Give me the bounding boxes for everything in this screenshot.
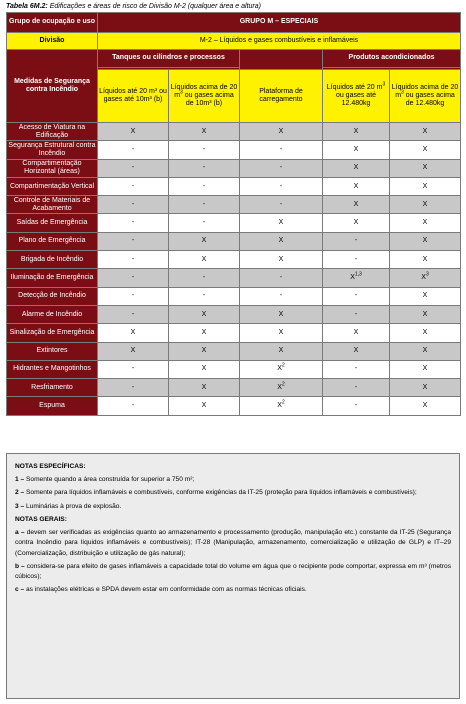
measure-label: Detecção de Incêndio [7, 287, 98, 305]
table-row [7, 342, 461, 360]
table-row [7, 397, 461, 415]
requirement-cell: - [169, 196, 240, 214]
requirement-cell: - [98, 232, 169, 250]
measure-label: Acesso de Viatura na Edificação [7, 123, 98, 141]
requirement-cell: - [98, 159, 169, 177]
requirement-cell: - [323, 360, 390, 378]
group-value: GRUPO M – ESPECIAIS [98, 13, 461, 33]
requirement-cell: X [169, 232, 240, 250]
requirement-cell: - [240, 177, 323, 195]
general-note-c: c – as instalações elétricas e SPDA devem estar em conformidade com as normas técnicas oficiais. [15, 586, 307, 594]
measure-label: Brigada de Incêndio [7, 251, 98, 269]
requirement-cell: X [323, 324, 390, 342]
table-row [7, 360, 461, 378]
requirement-cell: - [323, 305, 390, 323]
measure-label: Hidrantes e Mangotinhos [7, 360, 98, 378]
requirement-cell: X [240, 251, 323, 269]
measure-label: Compartimentação Horizontal (áreas) [7, 159, 98, 177]
requirement-cell: X [323, 159, 390, 177]
requirement-cell: - [98, 287, 169, 305]
specific-note-2: 2 – Somente para líquidos inflamáveis e combustíveis, conforme exigências da IT-25 (proteção para líquidos inflamáveis e combustíveis); [15, 489, 417, 497]
requirement-cell: X [240, 324, 323, 342]
measure-label: Resfriamento [7, 379, 98, 397]
specific-note-1: 1 – Somente quando a área construída for superior a 750 m²; [15, 476, 195, 484]
requirement-cell: - [323, 232, 390, 250]
requirement-cell: X [390, 360, 461, 378]
requirement-cell: - [169, 269, 240, 287]
requirement-cell: X [390, 324, 461, 342]
subheader-tanks-large: Líquidos acima de 20 $m^3$ ou gases acima de 10m³ (b) [169, 70, 240, 123]
measure-label: Controle de Materiais de Acabamento [7, 196, 98, 214]
table-row [7, 251, 461, 269]
requirement-cell: X [98, 324, 169, 342]
requirement-cell: X [390, 251, 461, 269]
caption-prefix: Tabela 6M.2: [6, 3, 48, 10]
table-row [7, 214, 461, 232]
requirement-cell: - [169, 141, 240, 159]
requirement-cell: X [240, 123, 323, 141]
requirement-cell: X [390, 123, 461, 141]
subheader-tanks-small: Líquidos até 20 m³ ou gases até 10m³ (b) [98, 70, 169, 123]
requirement-cell: - [98, 141, 169, 159]
requirement-cell: - [169, 159, 240, 177]
category-row [7, 50, 461, 68]
table-row [7, 379, 461, 397]
requirement-cell: X$^{1,3}$ [323, 269, 390, 287]
division-value: M-2 – Líquidos e gases combustíveis e inflamáveis [98, 33, 461, 50]
subheader-products-large: Líquidos acima de 20 $m^3$ ou gases acima de 12.480kg [390, 70, 461, 123]
requirement-cell: X [390, 397, 461, 415]
requirement-cell: X [390, 305, 461, 323]
requirement-cell: X [323, 214, 390, 232]
requirement-cell: X [390, 159, 461, 177]
requirement-cell: - [323, 379, 390, 397]
specific-note-3: 3 – Luminárias à prova de explosão. [15, 502, 122, 510]
tanks-header: Tanques ou cilindros e processos [98, 50, 240, 68]
requirement-cell: - [240, 141, 323, 159]
table-row [7, 177, 461, 195]
requirement-cell: - [169, 177, 240, 195]
measure-label: Segurança Estrutural contra Incêndio [7, 141, 98, 159]
requirement-cell: X [240, 232, 323, 250]
requirement-cell: X [323, 342, 390, 360]
requirement-cell: - [98, 269, 169, 287]
requirement-cell: - [98, 196, 169, 214]
requirement-cell: - [98, 251, 169, 269]
requirement-cell: X [390, 232, 461, 250]
requirement-cell: X [240, 305, 323, 323]
requirement-cell: X [390, 379, 461, 397]
division-label: Divisão [7, 33, 98, 50]
notes-section [6, 453, 460, 699]
requirement-cell: - [240, 196, 323, 214]
requirement-cell: X [240, 214, 323, 232]
requirement-cell: X [169, 360, 240, 378]
requirement-cell: X [169, 305, 240, 323]
requirement-cell: X [169, 123, 240, 141]
requirement-cell: - [98, 360, 169, 378]
requirement-cell: X [390, 177, 461, 195]
requirement-cell: X [169, 324, 240, 342]
requirement-cell: $X^3$ [390, 269, 461, 287]
requirement-cell: X [390, 342, 461, 360]
measure-label: Iluminação de Emergência [7, 269, 98, 287]
subheader-platform: Plataforma de carregamento [240, 70, 323, 123]
requirement-cell: - [98, 397, 169, 415]
measure-label: Extintores [7, 342, 98, 360]
specific-notes-title: NOTAS ESPECÍFICAS: [15, 463, 86, 470]
subheader-products-small: Líquidos até 20 $m^3$ ou gases até 12.480kg [323, 70, 390, 123]
table-caption [6, 3, 261, 10]
table-row [7, 232, 461, 250]
table-row [7, 269, 461, 287]
measure-label: Plano de Emergência [7, 232, 98, 250]
requirement-cell: $X^2$ [240, 397, 323, 415]
requirement-cell: X [169, 397, 240, 415]
requirement-cell: $X^2$ [240, 379, 323, 397]
requirement-cell: - [240, 159, 323, 177]
requirement-cell: $X^2$ [240, 360, 323, 378]
table-row [7, 196, 461, 214]
requirement-cell: X [169, 379, 240, 397]
requirement-cell: - [323, 397, 390, 415]
general-note-a: a – devem ser verificadas as exigências quanto ao armazenamento e processamento (produção, manipulação etc.) constante da IT-25 (Segurança contra Incêndio para líquidos inflamáveis e combustíveis); IT-28 (Manipulação, armazenamento, comercialização e utilização de GLP) e IT–29 (Comercialização, distribuição e utilização de gás natural); [15, 529, 452, 557]
group-row [7, 13, 461, 33]
requirement-cell: X [390, 196, 461, 214]
caption-text: Edificações e áreas de risco de Divisão M-2 (qualquer área e altura) [47, 3, 261, 10]
requirement-cell: - [98, 379, 169, 397]
measure-label: Compartimentação Vertical [7, 177, 98, 195]
measures-header: Medidas de Segurança contra Incêndio [7, 50, 98, 123]
platform-header-blank [240, 50, 323, 70]
requirement-cell: X [323, 177, 390, 195]
group-label: Grupo de ocupação e uso [7, 13, 98, 33]
requirement-cell: X [390, 287, 461, 305]
requirement-cell: X [169, 251, 240, 269]
requirement-cell: X [390, 141, 461, 159]
table-row [7, 141, 461, 159]
table-row [7, 305, 461, 323]
requirement-cell: X [390, 214, 461, 232]
general-note-b: b – considera-se para efeito de gases inflamáveis a capacidade total do volume em água que o recipiente pode comportar, expressa em m³ (metros cúbicos); [15, 562, 451, 580]
measure-label: Saídas de Emergência [7, 214, 98, 232]
division-row [7, 33, 461, 50]
measure-label: Espuma [7, 397, 98, 415]
products-header: Produtos acondicionados [323, 50, 461, 68]
requirement-cell: - [240, 269, 323, 287]
requirement-cell: - [98, 214, 169, 232]
measure-label: Sinalização de Emergência [7, 324, 98, 342]
requirement-cell: - [323, 251, 390, 269]
requirement-cell: X [323, 141, 390, 159]
requirement-cell: - [240, 287, 323, 305]
requirement-cell: X [240, 342, 323, 360]
requirement-cell: X [323, 196, 390, 214]
measure-label: Alarme de Incêndio [7, 305, 98, 323]
requirements-table [6, 12, 461, 416]
requirement-cell: - [98, 305, 169, 323]
table-row [7, 287, 461, 305]
table-row [7, 159, 461, 177]
requirement-cell: - [169, 287, 240, 305]
requirement-cell: - [169, 214, 240, 232]
requirement-cell: X [98, 342, 169, 360]
requirement-cell: X [98, 123, 169, 141]
table-row [7, 324, 461, 342]
general-notes-title: NOTAS GERAIS: [15, 515, 67, 523]
requirement-cell: - [98, 177, 169, 195]
requirement-cell: - [323, 287, 390, 305]
requirement-cell: X [169, 342, 240, 360]
table-row [7, 123, 461, 141]
requirement-cell: X [323, 123, 390, 141]
